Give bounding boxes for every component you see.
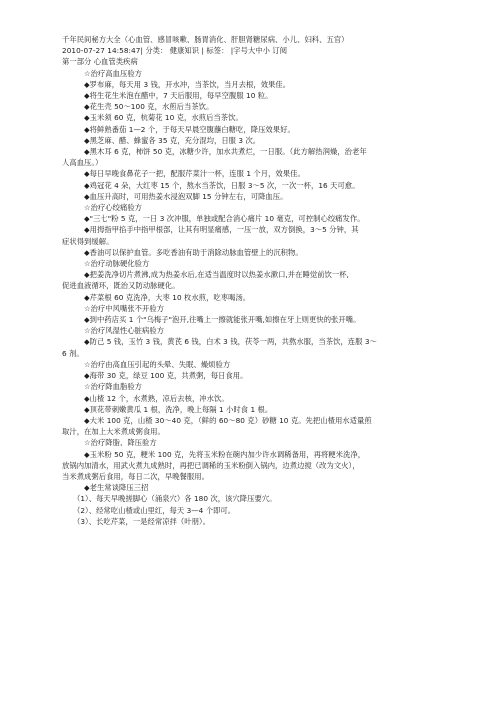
remedy-item: ◆顶花带刺嫩黄瓜 1 根，洗净，晚上每隔 1 小时食 1 根。 <box>84 404 273 414</box>
remedy-item: ◆大米 100 克，山楂 30～40 克，（鲜的 60～80 克）砂糖 10 克。先把山楂用水适量煎 <box>84 415 372 425</box>
remedy-item-continuation: 6 剂。 <box>62 348 84 358</box>
remedy-item: ◆将鲜熟番茄 1—2 个，于每天早晨空腹蘸白糖吃，降压效果好。 <box>84 124 295 134</box>
remedy-item: ◆花生壳 50～100 克，水煎后当茶饮。 <box>84 102 214 112</box>
remedy-item: ◆芹菜根 60 克洗净，大枣 10 枚水煎，吃枣喝汤。 <box>84 292 251 302</box>
subheading: ☆治疗降血脂验方 <box>84 382 143 392</box>
remedy-item-continuation: 放锅内加清水，用武火煮九成熟时，再把已调稀的玉米粉倒入锅内，边煮边搅（改为文火）， <box>62 460 360 470</box>
remedy-item: ◆把姜洗净切片煮沸,成为热姜水后,在适当温度时以热姜水漱口,并在睡觉前饮一杯, <box>84 270 349 280</box>
subheading: ☆治疗由高血压引起的头晕、失眠、燥烦验方 <box>84 359 231 369</box>
remedy-item: ◆山楂 12 个，水煮熟，凉后去核，冲水饮。 <box>84 393 229 403</box>
numbered-tip: （3）、长吃芹菜，一是经常凉拌（叶朋）。 <box>73 516 210 526</box>
section-heading: 第一部分 心血管类疾病 <box>62 57 138 67</box>
remedy-item-continuation: 取汁，在加上大米煮成粥食用。 <box>62 427 165 437</box>
remedy-item: ◆用拇指甲掐手中指甲根部，让其有明显痛感，一压一放，双方倒换，3～5 分钟，其 <box>84 225 359 235</box>
subheading: ☆治疗降脂、降压验方 <box>84 438 157 448</box>
remedy-item: ◆玉米须 60 克，杭菊花 10 克，水煎后当茶饮。 <box>84 113 243 123</box>
remedy-item-continuation: 症状得到缓解。 <box>62 236 114 246</box>
document-title: 千年民间秘方大全（心血管、感冒咳嗽、肠胃消化、肝胆肾糖尿病、小儿、妇科、五官） <box>62 35 349 44</box>
document-meta: 2010-07-27 14:58:47| 分类： 健康知识 | 标签： |字号大中小 订阅 <box>62 46 288 56</box>
remedy-item: ◆每日早晚食鼻花子一把，配服芹菜汁一杯，连服 1 个月，效果佳。 <box>84 169 305 179</box>
remedy-item: ◆黑芝麻、醋、蜂蜜各 35 克，充分混均，日服 3 次。 <box>84 135 261 145</box>
subheading: ☆治疗中风嘴张不开验方 <box>84 303 165 313</box>
remedy-item: ◆黑木耳 6 克，柿饼 50 克，冰糖少许，加水共煮烂，一日服。（此方解热润燥，治老年 <box>84 147 367 157</box>
numbered-tip: （1）、每天早晚搓脚心（涌泉穴）各 180 次，该穴降压要穴。 <box>73 494 277 504</box>
remedy-item-continuation: 当米煮成粥后食用，每日二次，早晚餐服用。 <box>62 471 209 481</box>
remedy-item: ◆海带 30 克，绿豆 100 克，共煮粥，每日食用。 <box>84 371 248 381</box>
subheading: ☆治疗心绞痛验方 <box>84 203 143 213</box>
subheading: ☆治疗动脉硬化验方 <box>84 259 150 269</box>
remedy-item: ◆老生常谈降压三招 <box>84 483 149 493</box>
remedy-item: ◆将生花生米泡在醋中，7 天后服用，每早空腹服 10 粒。 <box>84 91 273 101</box>
remedy-item-continuation: 促进血液循环，既治又防动脉硬化。 <box>62 281 180 291</box>
subheading: ☆治疗高血压验方 <box>84 68 143 78</box>
numbered-tip: （2）、经常吃山楂或山里红，每天 3—4 个即可。 <box>73 505 236 515</box>
remedy-item: ◆血压升高时，可用热姜水浸泡双脚 15 分钟左右，可降血压。 <box>84 191 288 201</box>
remedy-item: ◆罗布麻，每天用 3 钱，开水冲，当茶饮，当月去根，效果佳。 <box>84 79 291 89</box>
remedy-item: ◆"三七"粉 5 克，一日 3 次冲服，单独或配合消心痛片 10 毫克，可控制心绞痛发作。 <box>84 214 365 224</box>
subheading: ☆治疗风湿性心脏病验方 <box>84 326 165 336</box>
remedy-item: ◆防己 5 钱，玉竹 3 钱，黄芪 6 钱，白术 3 钱，茯苓一两，共熬水服，当茶饮，连服 3～ <box>84 337 377 347</box>
remedy-item-continuation: 人高血压。） <box>62 158 103 168</box>
remedy-item: ◆鸡冠花 4 朵，大红枣 15 个，熬水当茶饮，日服 3～5 次，一次一杯，16 天可愈。 <box>84 180 360 190</box>
remedy-item: ◆玉米粉 50 克，粳米 100 克，先将玉米粉在碗内加少许水调稀备用，再将粳米洗净， <box>84 449 366 459</box>
remedy-item: ◆香油可以保护血管。多吃香油有助于消除动脉血管壁上的沉积物。 <box>84 247 303 257</box>
remedy-item: ◆到中药店买 1 个"乌梅子"泡开,往嘴上一擦就能张开嘴,如擦在牙上则更快的张开嘴。 <box>84 315 361 325</box>
